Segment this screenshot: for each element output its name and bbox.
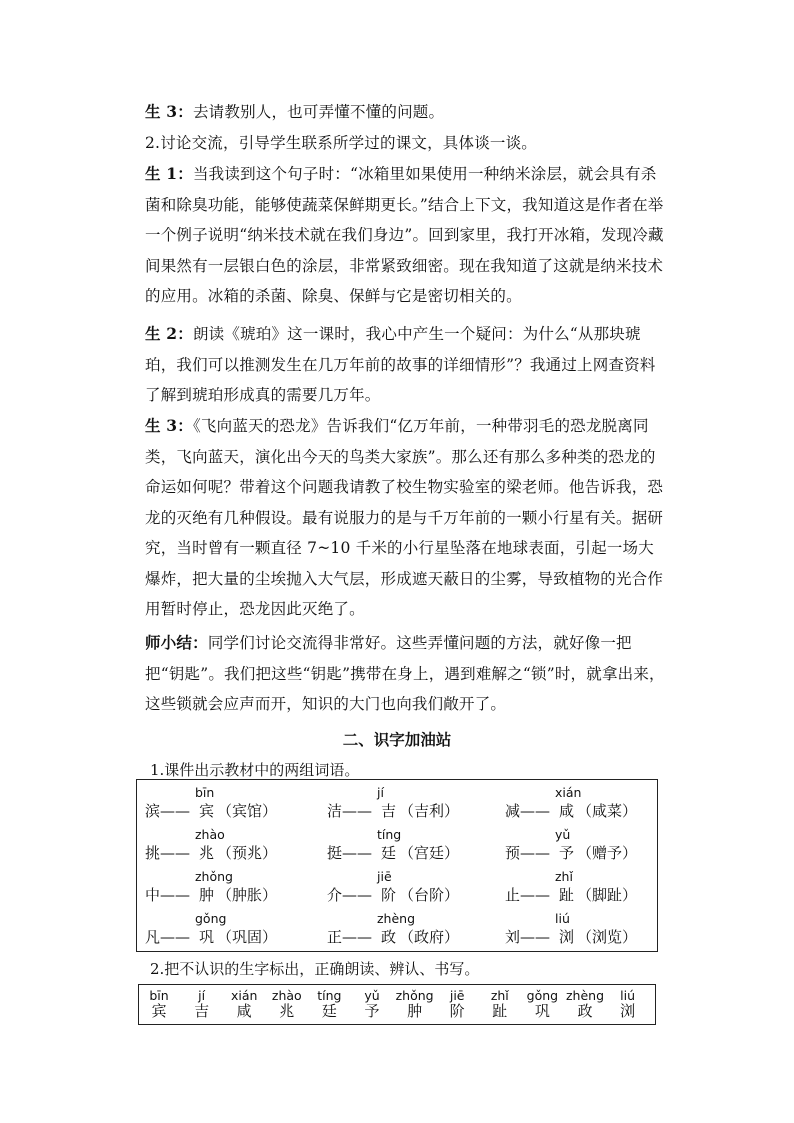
word-pinyin: jiē <box>377 869 392 884</box>
word-character: 宾 <box>199 802 215 820</box>
char-glyph: 廷 <box>321 1002 337 1020</box>
char-pinyin: gǒng <box>526 988 559 1003</box>
char-cell <box>395 988 435 1020</box>
char-cell <box>522 988 562 1020</box>
word-pinyin: zhǒng <box>195 869 233 884</box>
char-cell <box>224 988 264 1020</box>
paragraph-student3-first <box>145 97 665 128</box>
word-pinyin: jí <box>377 785 384 800</box>
word-character: 廷 <box>381 844 397 862</box>
char-pinyin: zhǒng <box>395 988 434 1003</box>
word-left-part: 预—— <box>505 844 551 862</box>
word-pair-table <box>136 779 658 952</box>
word-left-part: 滨—— <box>145 802 191 820</box>
char-pinyin: liú <box>620 988 636 1003</box>
char-pinyin: zhào <box>271 988 302 1003</box>
word-pinyin: zhèng <box>377 911 416 926</box>
word-left-part: 中—— <box>145 886 191 904</box>
word-left-part: 介—— <box>327 886 373 904</box>
char-cell <box>139 988 179 1020</box>
word-character: 趾 <box>559 886 575 904</box>
word-left-part: 止—— <box>505 886 551 904</box>
char-pinyin: tíng <box>317 988 342 1003</box>
char-glyph: 宾 <box>151 1002 167 1020</box>
paragraph-text: 去请教别人，也可弄懂不懂的问题。 <box>192 103 445 121</box>
paragraph-text: 当我读到这个句子时：“冰箱里如果使用一种纳米涂层，就会具有杀菌和除臭功能，能够使蔬菜保鲜期更长。”结合上下文，我知道这是作者在举一个例子说明“纳米技术就在我们身边”。回到家里，我打开冰箱，发现冷藏间果然有一层银白色的涂层，非常紧致细密。现在我知道了这就是纳米技术的应用。冰箱的杀菌、除臭、保鲜与它是密切相关的。 <box>145 165 664 305</box>
char-cell <box>309 988 349 1020</box>
word-example: （肿胀） <box>217 886 278 904</box>
speaker-label: 师小结： <box>145 633 208 652</box>
word-pinyin: gǒng <box>195 911 227 926</box>
word-example: （宫廷） <box>399 844 460 862</box>
section-heading: 二、识字加油站 <box>342 730 452 749</box>
paragraph-student3-second <box>145 411 665 625</box>
item2-text: 2.把不认识的生字标出，正确朗读、辨认、书写。 <box>150 960 480 978</box>
word-left-part: 挺—— <box>327 844 373 862</box>
char-cell <box>352 988 392 1020</box>
word-character: 兆 <box>199 844 215 862</box>
char-pinyin: xián <box>230 988 258 1003</box>
char-pinyin: zhèng <box>565 988 605 1003</box>
word-example: （吉利） <box>399 802 460 820</box>
speaker-label: 生 2： <box>145 324 193 343</box>
char-pinyin: jiē <box>449 988 465 1003</box>
char-glyph: 巩 <box>534 1002 550 1020</box>
char-pinyin: bīn <box>149 988 169 1003</box>
char-glyph: 肿 <box>407 1002 423 1020</box>
word-example: （咸菜） <box>577 802 638 820</box>
word-pinyin: yǔ <box>555 827 571 842</box>
word-character: 政 <box>381 928 397 946</box>
item1-text: 1.课件出示教材中的两组词语。 <box>150 761 360 779</box>
word-example: （台阶） <box>399 886 460 904</box>
speaker-label: 生 1： <box>145 164 193 183</box>
word-pinyin: liú <box>555 911 570 926</box>
word-example: （赠予） <box>577 844 638 862</box>
word-example: （宾馆） <box>217 802 278 820</box>
word-character: 吉 <box>381 802 397 820</box>
paragraph-instruction <box>145 128 665 159</box>
word-character: 浏 <box>559 928 575 946</box>
char-cell <box>608 988 648 1020</box>
word-character: 巩 <box>199 928 215 946</box>
word-pinyin: bīn <box>195 785 215 800</box>
word-character: 肿 <box>199 886 215 904</box>
char-glyph: 兆 <box>279 1002 295 1020</box>
char-glyph: 咸 <box>236 1002 252 1020</box>
word-left-part: 洁—— <box>327 802 373 820</box>
char-cell <box>437 988 477 1020</box>
word-example: （脚趾） <box>577 886 638 904</box>
char-glyph: 吉 <box>194 1002 210 1020</box>
char-glyph: 政 <box>577 1002 593 1020</box>
paragraph-text: 2.讨论交流，引导学生联系所学过的课文，具体谈一谈。 <box>145 134 537 152</box>
word-pinyin: tíng <box>377 827 402 842</box>
paragraph-text: 同学们讨论交流得非常好。这些弄懂问题的方法，就好像一把把“钥匙”。我们把这些“钥匙”携带在身上，遇到难解之“锁”时，就拿出来，这些锁就会应声而开，知识的大门也向我们敞开了。 <box>145 634 665 713</box>
char-glyph: 趾 <box>492 1002 508 1020</box>
char-glyph: 阶 <box>449 1002 465 1020</box>
paragraph-text: 朗读《琥珀》这一课时，我心中产生一个疑问：为什么“从那块琥珀，我们可以推测发生在几万年前的故事的详细情形”？我通过上网查资料了解到琥珀形成真的需要几万年。 <box>145 325 656 404</box>
paragraph-student1 <box>145 159 665 312</box>
word-example: （浏览） <box>577 928 638 946</box>
char-glyph: 浏 <box>620 1002 636 1020</box>
word-left-part: 凡—— <box>145 928 191 946</box>
word-pinyin: zhǐ <box>555 869 573 884</box>
word-left-part: 减—— <box>505 802 551 820</box>
paragraph-text: 《飞向蓝天的恐龙》告诉我们“亿万年前，一种带羽毛的恐龙脱离同类，飞向蓝天，演化出今天的鸟类大家族”。那么还有那么多种类的恐龙的命运如何呢？带着这个问题我请教了校生物实验室的梁老师。他告诉我，恐龙的灭绝有几种假设。最有说服力的是与千万年前的一颗小行星有关。据研究，当时曾有一颗直径 7~10 千米的小行星坠落在地球表面，引起一场大爆炸，把大量的尘埃抛入大气层，形成遮天蔽日的尘雾，导致植物的光合作用暂时停止，恐龙因此灭绝了。 <box>145 417 664 618</box>
character-pinyin-table <box>138 984 656 1025</box>
word-pinyin: zhào <box>195 827 225 842</box>
char-cell <box>480 988 520 1020</box>
char-cell <box>267 988 307 1020</box>
char-pinyin: yǔ <box>364 988 380 1003</box>
char-pinyin: zhǐ <box>490 988 509 1003</box>
paragraph-teacher-summary <box>145 628 665 720</box>
word-left-part: 挑—— <box>145 844 191 862</box>
word-character: 阶 <box>381 886 397 904</box>
word-left-part: 刘—— <box>505 928 551 946</box>
word-example: （预兆） <box>217 844 278 862</box>
char-glyph: 予 <box>364 1002 380 1020</box>
word-left-part: 正—— <box>327 928 373 946</box>
word-character: 予 <box>559 844 575 862</box>
word-character: 咸 <box>559 802 575 820</box>
paragraph-student2 <box>145 319 665 411</box>
word-pinyin: xián <box>555 785 582 800</box>
word-example: （巩固） <box>217 928 278 946</box>
char-cell <box>565 988 605 1020</box>
speaker-label: 生 3： <box>145 102 193 121</box>
char-pinyin: jí <box>198 988 206 1003</box>
char-cell <box>182 988 222 1020</box>
word-example: （政府） <box>399 928 460 946</box>
speaker-label: 生 3： <box>145 416 193 435</box>
